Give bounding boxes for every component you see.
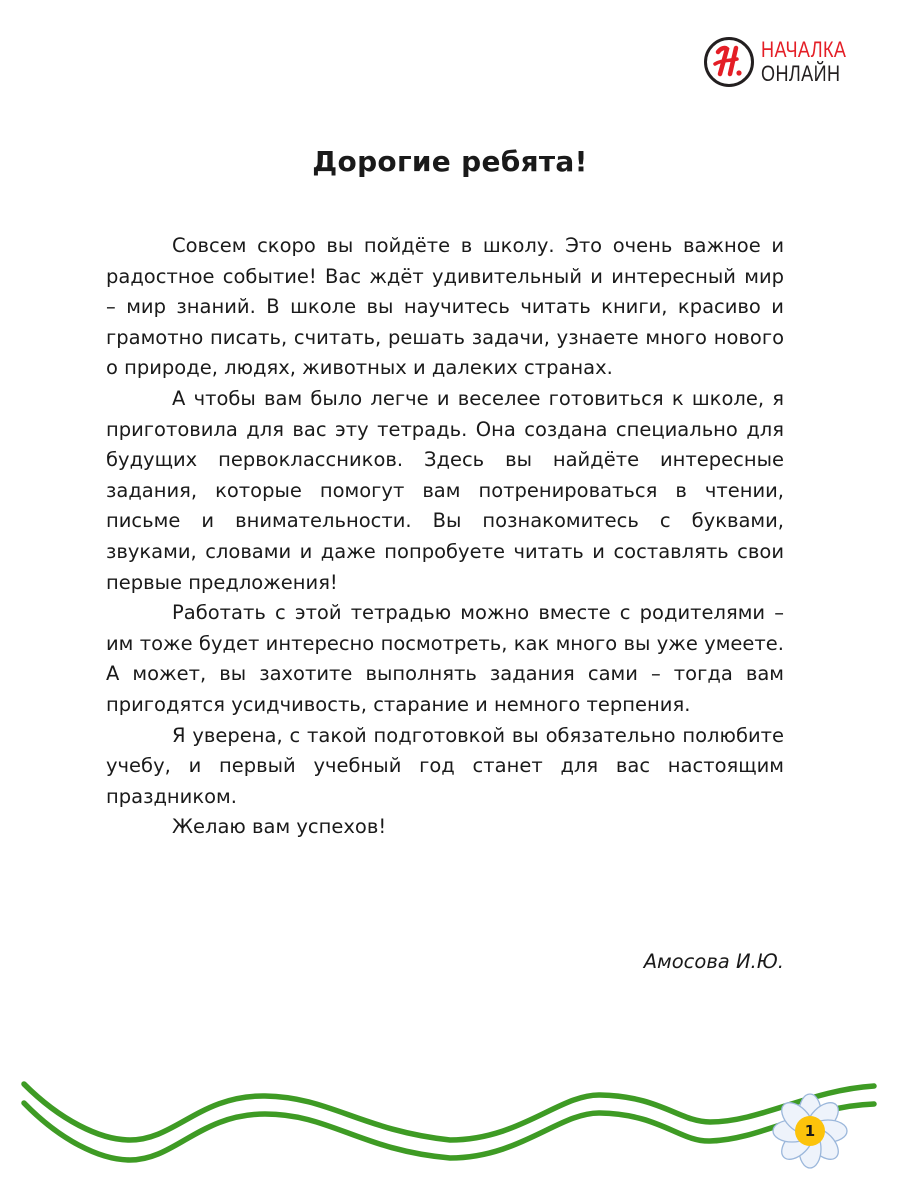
letter-body	[106, 231, 784, 843]
author-signature: Амосова И.Ю.	[643, 950, 784, 973]
logo-text-bottom: ОНЛАЙН	[761, 61, 841, 86]
wave-line-lower	[24, 1103, 874, 1160]
paragraph-3: Работать с этой тетрадью можно вместе с родителями – им тоже будет интересно посмотреть, как много вы уже умеете. А может, вы захотите выполнять задания сами – тогда вам пригодятся усидчивость, старание и немного терпения.	[106, 601, 784, 716]
page-title: Дорогие ребята!	[312, 145, 588, 178]
footer-wave-decoration	[0, 1060, 900, 1200]
paragraph-5: Желаю вам успехов!	[172, 815, 387, 839]
page-number: 1	[804, 1122, 816, 1140]
paragraph-1: Совсем скоро вы пойдёте в школу. Это очень важное и радостное событие! Вас ждёт удивительный и интересный мир – мир знаний. В школе вы научитесь читать книги, красиво и грамотно писать, считать, решать задачи, узнаете много нового о природе, людях, животных и далеких странах.	[106, 234, 784, 380]
logo-text-top: НАЧАЛКА	[761, 37, 847, 62]
wave-line-upper	[24, 1084, 874, 1140]
paragraph-4: Я уверена, с такой подготовкой вы обязательно полюбите учебу, и первый учебный год станет для вас настоящим праздником.	[106, 723, 784, 808]
publisher-logo	[703, 34, 883, 90]
logo-circle-icon	[703, 36, 755, 88]
paragraph-2: А чтобы вам было легче и веселее готовиться к школе, я приготовила для вас эту тетрадь. Она создана специально для будущих первоклассников. Здесь вы найдёте интересные задания, которые помогут вам потренироваться в чтении, письме и внимательности. Вы познакомитесь с буквами, звуками, словами и даже попробуете читать и составлять свои первые предложения!	[106, 386, 784, 594]
